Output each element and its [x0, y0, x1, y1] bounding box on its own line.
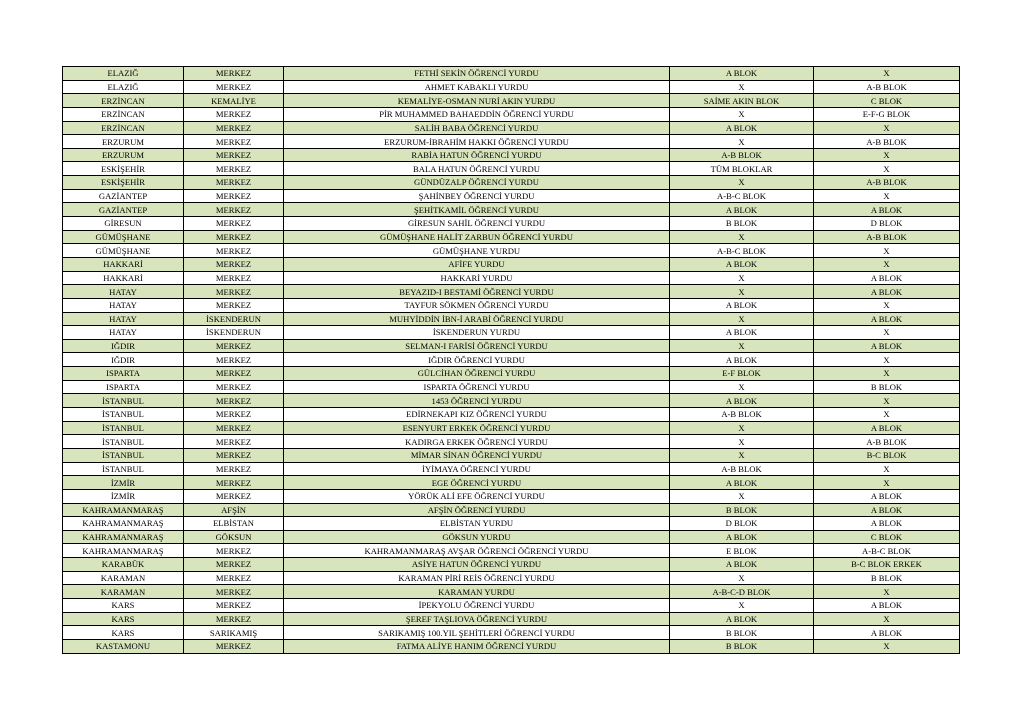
first-block-cell: B BLOK [670, 503, 814, 517]
table-row [63, 285, 960, 299]
district-cell: İSKENDERUN [184, 312, 284, 326]
city-cell: İZMİR [63, 476, 184, 490]
city-cell: KARS [63, 598, 184, 612]
second-block-cell: E-F-G BLOK [814, 107, 960, 121]
district-cell: MERKEZ [184, 394, 284, 408]
second-block-cell: A BLOK [814, 271, 960, 285]
dormitory-name-cell: YÖRÜK ALİ EFE ÖĞRENCİ YURDU [284, 489, 670, 503]
second-block-cell: A BLOK [814, 312, 960, 326]
first-block-cell: A-B BLOK [670, 148, 814, 162]
district-cell: MERKEZ [184, 189, 284, 203]
first-block-cell: A-B-C BLOK [670, 244, 814, 258]
first-block-cell: X [670, 230, 814, 244]
district-cell: ELBİSTAN [184, 517, 284, 531]
city-cell: GİRESUN [63, 217, 184, 231]
district-cell: MERKEZ [184, 285, 284, 299]
district-cell: MERKEZ [184, 612, 284, 626]
city-cell: ELAZIĞ [63, 80, 184, 94]
first-block-cell: A BLOK [670, 121, 814, 135]
dormitory-name-cell: FATMA ALİYE HANIM ÖĞRENCİ YURDU [284, 639, 670, 653]
district-cell: MERKEZ [184, 408, 284, 422]
table-row [63, 189, 960, 203]
second-block-cell: X [814, 257, 960, 271]
first-block-cell: X [670, 107, 814, 121]
second-block-cell: X [814, 639, 960, 653]
city-cell: ERZURUM [63, 148, 184, 162]
second-block-cell: A BLOK [814, 421, 960, 435]
dormitory-name-cell: IĞDIR ÖĞRENCİ YURDU [284, 353, 670, 367]
dormitory-name-cell: GÜMÜŞHANE HALİT ZARBUN ÖĞRENCİ YURDU [284, 230, 670, 244]
dormitory-name-cell: EGE ÖĞRENCİ YURDU [284, 476, 670, 490]
second-block-cell: X [814, 148, 960, 162]
city-cell: IĞDIR [63, 353, 184, 367]
district-cell: MERKEZ [184, 162, 284, 176]
second-block-cell: D BLOK [814, 217, 960, 231]
second-block-cell: X [814, 326, 960, 340]
first-block-cell: A BLOK [670, 612, 814, 626]
table-row [63, 517, 960, 531]
table-row [63, 162, 960, 176]
second-block-cell: A BLOK [814, 626, 960, 640]
table-row [63, 503, 960, 517]
second-block-cell: X [814, 394, 960, 408]
city-cell: ISPARTA [63, 380, 184, 394]
second-block-cell: X [814, 67, 960, 81]
first-block-cell: A BLOK [670, 203, 814, 217]
city-cell: ESKİŞEHİR [63, 176, 184, 190]
table-row [63, 257, 960, 271]
first-block-cell: B BLOK [670, 217, 814, 231]
district-cell: MERKEZ [184, 367, 284, 381]
table-row [63, 408, 960, 422]
first-block-cell: A BLOK [670, 353, 814, 367]
second-block-cell: A-B BLOK [814, 80, 960, 94]
first-block-cell: X [670, 448, 814, 462]
district-cell: KEMALİYE [184, 94, 284, 108]
district-cell: MERKEZ [184, 80, 284, 94]
table-row [63, 135, 960, 149]
second-block-cell: A BLOK [814, 598, 960, 612]
table-row [63, 598, 960, 612]
dormitory-name-cell: AHMET KABAKLI YURDU [284, 80, 670, 94]
second-block-cell: A-B BLOK [814, 176, 960, 190]
city-cell: KAHRAMANMARAŞ [63, 517, 184, 531]
city-cell: ESKİŞEHİR [63, 162, 184, 176]
city-cell: ELAZIĞ [63, 67, 184, 81]
district-cell: MERKEZ [184, 257, 284, 271]
table-row [63, 558, 960, 572]
dormitory-name-cell: ERZURUM-İBRAHİM HAKKI ÖĞRENCİ YURDU [284, 135, 670, 149]
table-row [63, 176, 960, 190]
first-block-cell: A BLOK [670, 530, 814, 544]
city-cell: GAZİANTEP [63, 203, 184, 217]
first-block-cell: A BLOK [670, 326, 814, 340]
dormitory-name-cell: MUHYİDDİN İBN-İ ARABİ ÖĞRENCİ YURDU [284, 312, 670, 326]
table-row [63, 203, 960, 217]
city-cell: KARAMAN [63, 585, 184, 599]
dormitory-name-cell: KAHRAMANMARAŞ AVŞAR ÖĞRENCİ ÖĞRENCİ YURDU [284, 544, 670, 558]
table-body [63, 67, 960, 654]
city-cell: ERZİNCAN [63, 121, 184, 135]
city-cell: GÜMÜŞHANE [63, 230, 184, 244]
first-block-cell: A BLOK [670, 257, 814, 271]
first-block-cell: X [670, 339, 814, 353]
dormitory-name-cell: İSKENDERUN YURDU [284, 326, 670, 340]
city-cell: KAHRAMANMARAŞ [63, 544, 184, 558]
dormitory-name-cell: PİR MUHAMMED BAHAEDDİN ÖĞRENCİ YURDU [284, 107, 670, 121]
first-block-cell: X [670, 312, 814, 326]
first-block-cell: X [670, 435, 814, 449]
first-block-cell: X [670, 380, 814, 394]
dormitory-name-cell: FETHİ SEKİN ÖĞRENCİ YURDU [284, 67, 670, 81]
second-block-cell: X [814, 612, 960, 626]
city-cell: ERZİNCAN [63, 94, 184, 108]
second-block-cell: X [814, 162, 960, 176]
first-block-cell: X [670, 176, 814, 190]
dormitory-name-cell: BALA HATUN ÖĞRENCİ YURDU [284, 162, 670, 176]
table-row [63, 367, 960, 381]
dormitory-name-cell: RABİA HATUN ÖĞRENCİ YURDU [284, 148, 670, 162]
dormitory-name-cell: GİRESUN SAHİL ÖĞRENCİ YURDU [284, 217, 670, 231]
table-row [63, 489, 960, 503]
second-block-cell: B BLOK [814, 571, 960, 585]
city-cell: ISPARTA [63, 367, 184, 381]
district-cell: MERKEZ [184, 67, 284, 81]
second-block-cell: B BLOK [814, 380, 960, 394]
city-cell: HATAY [63, 326, 184, 340]
city-cell: KAHRAMANMARAŞ [63, 530, 184, 544]
city-cell: İSTANBUL [63, 421, 184, 435]
table-row [63, 271, 960, 285]
district-cell: SARIKAMIŞ [184, 626, 284, 640]
dormitory-name-cell: AFŞİN ÖĞRENCİ YURDU [284, 503, 670, 517]
dormitory-name-cell: SELMAN-I FARİSİ ÖĞRENCİ YURDU [284, 339, 670, 353]
dormitory-table-sheet [62, 66, 960, 654]
table-row [63, 394, 960, 408]
table-row [63, 353, 960, 367]
second-block-cell: X [814, 244, 960, 258]
second-block-cell: A BLOK [814, 503, 960, 517]
dormitory-name-cell: ŞAHİNBEY ÖĞRENCİ YURDU [284, 189, 670, 203]
second-block-cell: X [814, 367, 960, 381]
table-row [63, 448, 960, 462]
dormitory-name-cell: GÜMÜŞHANE YURDU [284, 244, 670, 258]
second-block-cell: C BLOK [814, 94, 960, 108]
table-row [63, 612, 960, 626]
table-row [63, 435, 960, 449]
table-row [63, 298, 960, 312]
second-block-cell: X [814, 476, 960, 490]
second-block-cell: A-B BLOK [814, 230, 960, 244]
city-cell: İSTANBUL [63, 448, 184, 462]
dormitory-name-cell: SALİH BABA ÖĞRENCİ YURDU [284, 121, 670, 135]
table-row [63, 230, 960, 244]
district-cell: MERKEZ [184, 176, 284, 190]
first-block-cell: A-B-C-D BLOK [670, 585, 814, 599]
district-cell: MERKEZ [184, 107, 284, 121]
first-block-cell: X [670, 80, 814, 94]
district-cell: MERKEZ [184, 421, 284, 435]
dormitory-name-cell: GÜNDÜZALP ÖĞRENCİ YURDU [284, 176, 670, 190]
dormitory-name-cell: AFİFE YURDU [284, 257, 670, 271]
dormitory-name-cell: TAYFUR SÖKMEN ÖĞRENCİ YURDU [284, 298, 670, 312]
second-block-cell: A-B BLOK [814, 135, 960, 149]
city-cell: KARAMAN [63, 571, 184, 585]
district-cell: MERKEZ [184, 244, 284, 258]
second-block-cell: X [814, 121, 960, 135]
city-cell: KAHRAMANMARAŞ [63, 503, 184, 517]
second-block-cell: A BLOK [814, 517, 960, 531]
district-cell: MERKEZ [184, 598, 284, 612]
city-cell: İSTANBUL [63, 408, 184, 422]
second-block-cell: B-C BLOK [814, 448, 960, 462]
first-block-cell: TÜM BLOKLAR [670, 162, 814, 176]
first-block-cell: A BLOK [670, 476, 814, 490]
second-block-cell: X [814, 189, 960, 203]
table-row [63, 530, 960, 544]
dormitory-name-cell: 1453 ÖĞRENCİ YURDU [284, 394, 670, 408]
second-block-cell: A-B-C BLOK [814, 544, 960, 558]
district-cell: MERKEZ [184, 353, 284, 367]
table-row [63, 339, 960, 353]
first-block-cell: A BLOK [670, 67, 814, 81]
city-cell: GAZİANTEP [63, 189, 184, 203]
first-block-cell: B BLOK [670, 626, 814, 640]
dormitory-name-cell: KARAMAN PİRİ REİS ÖĞRENCİ YURDU [284, 571, 670, 585]
second-block-cell: A BLOK [814, 489, 960, 503]
table-row [63, 148, 960, 162]
table-row [63, 312, 960, 326]
dormitory-table [62, 66, 960, 654]
district-cell: MERKEZ [184, 298, 284, 312]
district-cell: MERKEZ [184, 544, 284, 558]
city-cell: ERZİNCAN [63, 107, 184, 121]
second-block-cell: X [814, 585, 960, 599]
first-block-cell: E BLOK [670, 544, 814, 558]
dormitory-name-cell: SARIKAMIŞ 100.YIL ŞEHİTLERİ ÖĞRENCİ YURDU [284, 626, 670, 640]
city-cell: HATAY [63, 298, 184, 312]
second-block-cell: X [814, 298, 960, 312]
district-cell: MERKEZ [184, 585, 284, 599]
table-row [63, 544, 960, 558]
dormitory-name-cell: İYİMAYA ÖĞRENCİ YURDU [284, 462, 670, 476]
dormitory-name-cell: KEMALİYE-OSMAN NURİ AKIN YURDU [284, 94, 670, 108]
district-cell: MERKEZ [184, 571, 284, 585]
table-row [63, 421, 960, 435]
district-cell: MERKEZ [184, 639, 284, 653]
first-block-cell: X [670, 598, 814, 612]
second-block-cell: X [814, 462, 960, 476]
second-block-cell: B-C BLOK ERKEK [814, 558, 960, 572]
first-block-cell: A BLOK [670, 394, 814, 408]
table-row [63, 326, 960, 340]
district-cell: İSKENDERUN [184, 326, 284, 340]
second-block-cell: A BLOK [814, 285, 960, 299]
district-cell: MERKEZ [184, 203, 284, 217]
district-cell: MERKEZ [184, 339, 284, 353]
second-block-cell: C BLOK [814, 530, 960, 544]
table-row [63, 626, 960, 640]
district-cell: MERKEZ [184, 448, 284, 462]
city-cell: ERZURUM [63, 135, 184, 149]
district-cell: GÖKSUN [184, 530, 284, 544]
city-cell: GÜMÜŞHANE [63, 244, 184, 258]
city-cell: HATAY [63, 285, 184, 299]
city-cell: İSTANBUL [63, 462, 184, 476]
district-cell: MERKEZ [184, 271, 284, 285]
table-row [63, 380, 960, 394]
dormitory-name-cell: ESENYURT ERKEK ÖĞRENCİ YURDU [284, 421, 670, 435]
dormitory-name-cell: BEYAZID-I BESTAMİ ÖĞRENCİ YURDU [284, 285, 670, 299]
second-block-cell: A BLOK [814, 339, 960, 353]
dormitory-name-cell: HAKKARİ YURDU [284, 271, 670, 285]
district-cell: MERKEZ [184, 476, 284, 490]
city-cell: KARS [63, 626, 184, 640]
district-cell: MERKEZ [184, 489, 284, 503]
table-row [63, 217, 960, 231]
dormitory-name-cell: İPEKYOLU ÖĞRENCİ YURDU [284, 598, 670, 612]
first-block-cell: X [670, 571, 814, 585]
first-block-cell: A BLOK [670, 558, 814, 572]
table-row [63, 67, 960, 81]
table-row [63, 107, 960, 121]
dormitory-name-cell: GÖKSUN YURDU [284, 530, 670, 544]
district-cell: MERKEZ [184, 558, 284, 572]
first-block-cell: A BLOK [670, 298, 814, 312]
city-cell: IĞDIR [63, 339, 184, 353]
district-cell: MERKEZ [184, 462, 284, 476]
first-block-cell: X [670, 421, 814, 435]
city-cell: İSTANBUL [63, 435, 184, 449]
dormitory-name-cell: ŞEHİTKAMİL ÖĞRENCİ YURDU [284, 203, 670, 217]
city-cell: HATAY [63, 312, 184, 326]
second-block-cell: A BLOK [814, 203, 960, 217]
table-row [63, 585, 960, 599]
first-block-cell: A-B BLOK [670, 408, 814, 422]
city-cell: İZMİR [63, 489, 184, 503]
second-block-cell: X [814, 353, 960, 367]
first-block-cell: X [670, 489, 814, 503]
city-cell: KASTAMONU [63, 639, 184, 653]
table-row [63, 80, 960, 94]
first-block-cell: B BLOK [670, 639, 814, 653]
district-cell: MERKEZ [184, 135, 284, 149]
district-cell: MERKEZ [184, 121, 284, 135]
first-block-cell: X [670, 135, 814, 149]
dormitory-name-cell: ŞEREF TAŞLIOVA ÖĞRENCİ YURDU [284, 612, 670, 626]
city-cell: HAKKARİ [63, 257, 184, 271]
dormitory-name-cell: KARAMAN YURDU [284, 585, 670, 599]
table-row [63, 121, 960, 135]
district-cell: MERKEZ [184, 380, 284, 394]
city-cell: KARABÜK [63, 558, 184, 572]
first-block-cell: E-F BLOK [670, 367, 814, 381]
dormitory-name-cell: EDİRNEKAPI KIZ ÖĞRENCİ YURDU [284, 408, 670, 422]
dormitory-name-cell: ELBİSTAN YURDU [284, 517, 670, 531]
first-block-cell: SAİME AKIN BLOK [670, 94, 814, 108]
district-cell: AFŞİN [184, 503, 284, 517]
dormitory-name-cell: MİMAR SİNAN ÖĞRENCİ YURDU [284, 448, 670, 462]
dormitory-name-cell: KADIRGA ERKEK ÖĞRENCİ YURDU [284, 435, 670, 449]
district-cell: MERKEZ [184, 217, 284, 231]
table-row [63, 94, 960, 108]
city-cell: HAKKARİ [63, 271, 184, 285]
district-cell: MERKEZ [184, 230, 284, 244]
first-block-cell: D BLOK [670, 517, 814, 531]
table-row [63, 476, 960, 490]
second-block-cell: A-B BLOK [814, 435, 960, 449]
table-row [63, 244, 960, 258]
first-block-cell: A-B BLOK [670, 462, 814, 476]
first-block-cell: A-B-C BLOK [670, 189, 814, 203]
second-block-cell: X [814, 408, 960, 422]
table-row [63, 571, 960, 585]
district-cell: MERKEZ [184, 435, 284, 449]
table-row [63, 462, 960, 476]
dormitory-name-cell: ASİYE HATUN ÖĞRENCİ YURDU [284, 558, 670, 572]
city-cell: İSTANBUL [63, 394, 184, 408]
city-cell: KARS [63, 612, 184, 626]
dormitory-name-cell: ISPARTA ÖĞRENCİ YURDU [284, 380, 670, 394]
dormitory-name-cell: GÜLCİHAN ÖĞRENCİ YURDU [284, 367, 670, 381]
first-block-cell: X [670, 271, 814, 285]
district-cell: MERKEZ [184, 148, 284, 162]
first-block-cell: X [670, 285, 814, 299]
table-row [63, 639, 960, 653]
